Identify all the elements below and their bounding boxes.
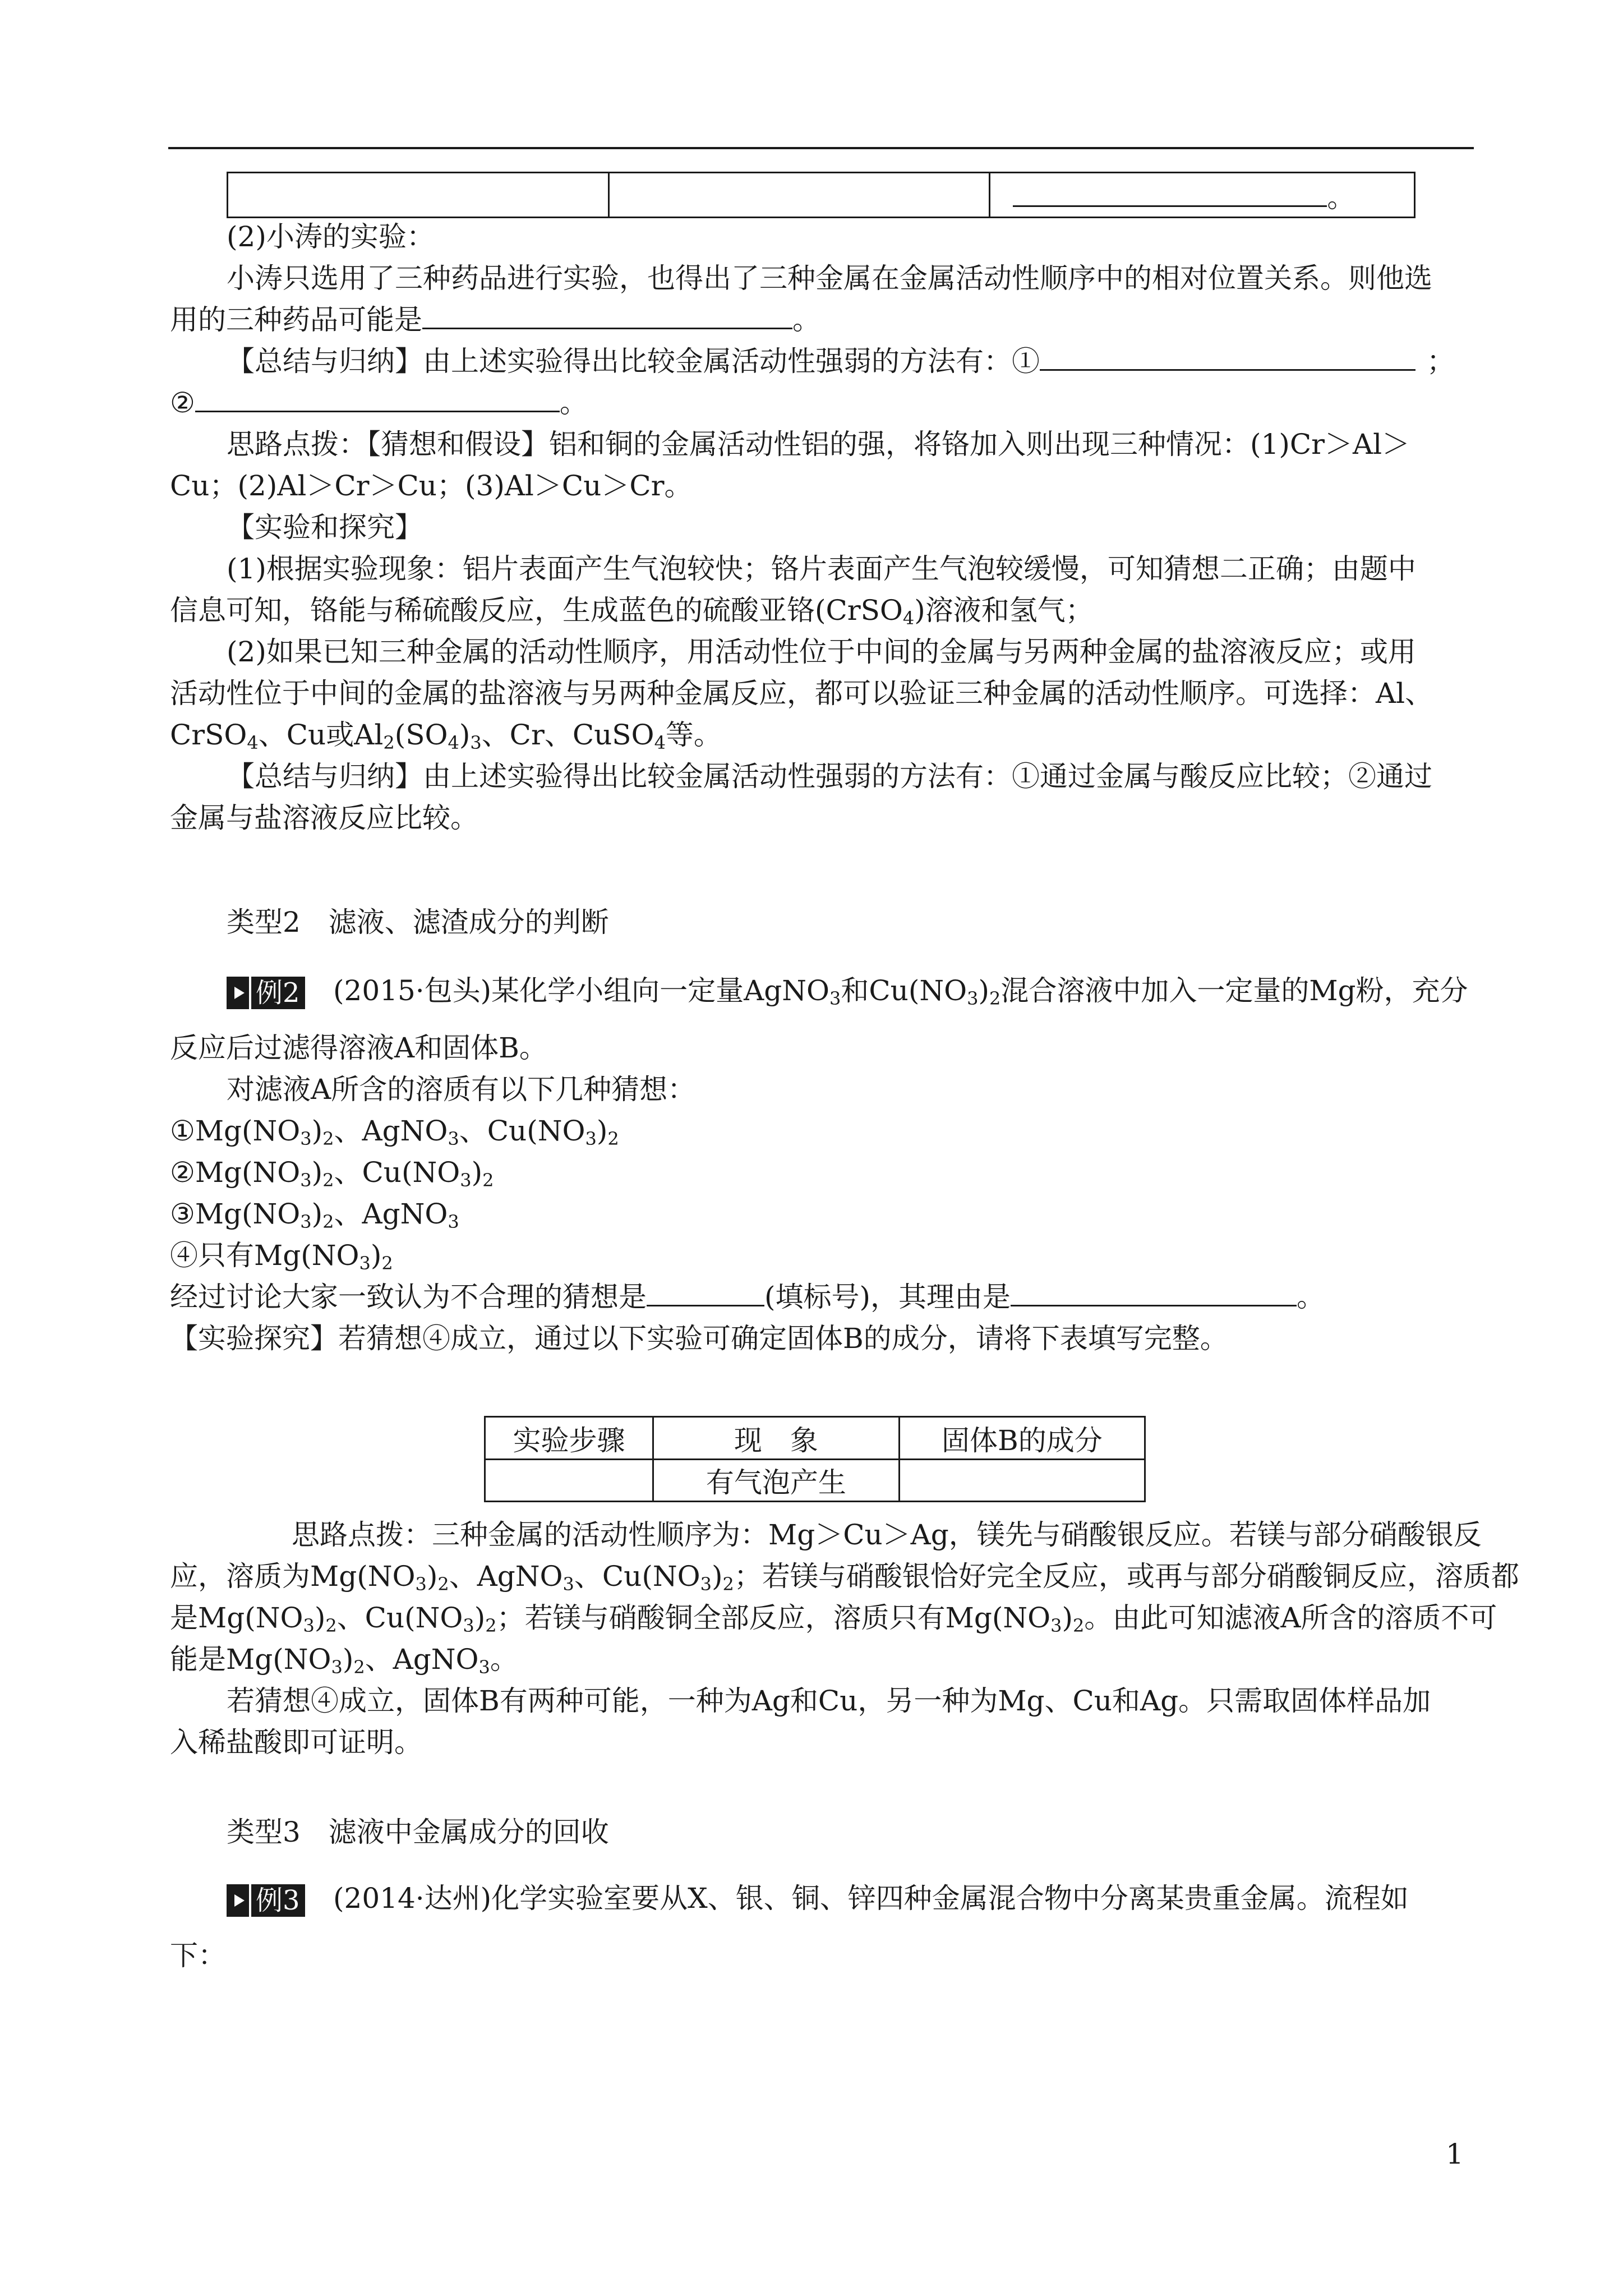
type2-question-line1: 例2 (2015·包头)某化学小组向一定量AgNO$_3$和$Cu(NO_3)_2$混合溶液中加入一定量的Mg粉，充分 — [227, 970, 1468, 1011]
top-table-cell-2 — [608, 173, 990, 218]
hint1-p2-line2: 活动性位于中间的金属的盐溶液与另两种金属反应，都可以验证三种金属的活动性顺序。可选择：Al、 — [170, 677, 1433, 710]
answer-blank[interactable] — [1011, 1281, 1297, 1306]
xiaotao-line1: 小涛只选用了三种药品进行实验，也得出了三种金属在金属活动性顺序中的相对位置关系。则他选 — [227, 262, 1432, 295]
hint1-p2-line3: CrSO$_4$、Cu或$Al_2(SO_4)_3$、Cr、CuSO$_4$等。 — [170, 719, 722, 753]
top-table-cell-3 — [990, 173, 1415, 218]
table-cell-composition[interactable] — [899, 1460, 1145, 1502]
guess-3: $③Mg(NO_3)_2$、AgNO$_3$ — [170, 1198, 459, 1232]
hint2-line3: 是$Mg(NO_3)_2$、$Cu(NO_3)_2$；若镁与硝酸铜全部反应，溶质只有$Mg(NO_3)_2$。由此可知滤液A所含的溶质不可 — [170, 1602, 1497, 1636]
guess-2: $②Mg(NO_3)_2$、$Cu(NO_3)_2$ — [170, 1156, 494, 1191]
summary-question-line2: ② 。 — [170, 386, 588, 419]
summary-question-line1: 【总结与归纳】由上述实验得出比较金属活动性强弱的方法有：① ； — [227, 345, 1455, 378]
hint1-exp-heading: 【实验和探究】 — [227, 511, 423, 544]
type3-heading: 类型3 滤液中金属成分的回收 — [227, 1816, 609, 1848]
xiaotao-line2: 用的三种药品可能是 。 — [170, 303, 820, 336]
hint2-line1: 思路点拨：三种金属的活动性顺序为：Mg＞Cu＞Ag，镁先与硝酸银反应。若镁与部分硝酸银反 — [292, 1519, 1482, 1551]
period: 。 — [1327, 181, 1355, 214]
hint2-line2: 应，溶质为$Mg(NO_3)_2$、AgNO$_3$、$Cu(NO_3)_2$；若镁与硝酸银恰好完全反应，或再与部分硝酸铜反应，溶质都 — [170, 1560, 1519, 1595]
discussion-line: 经过讨论大家一致认为不合理的猜想是 (填标号)，其理由是 。 — [170, 1281, 1325, 1313]
type2-question-line2: 反应后过滤得溶液A和固体B。 — [170, 1032, 547, 1064]
top-table-cell-1 — [228, 173, 609, 218]
play-icon — [234, 987, 245, 999]
experiment-table — [484, 1416, 1146, 1502]
type3-question-line2: 下： — [170, 1939, 226, 1972]
guess-4: ④只有$Mg(NO_3)_2$ — [170, 1239, 393, 1274]
hint1-p2-line1: (2)如果已知三种金属的活动性顺序，用活动性位于中间的金属与另两种金属的盐溶液反应；或用 — [227, 636, 1416, 668]
table-header: 实验步骤 — [485, 1417, 653, 1460]
example-badge: 例3 — [227, 1884, 305, 1917]
experiment-line: 【实验探究】若猜想④成立，通过以下实验可确定固体B的成分，请将下表填写完整。 — [170, 1322, 1228, 1355]
hint1-summary-line2: 金属与盐溶液反应比较。 — [170, 802, 478, 834]
hint1-p1-line1: (1)根据实验现象：铝片表面产生气泡较快；铬片表面产生气泡较缓慢，可知猜想二正确；由题中 — [227, 553, 1416, 585]
xiaotao-heading: (2)小涛的实验： — [227, 220, 435, 253]
header-rule — [168, 147, 1474, 149]
answer-blank[interactable] — [1013, 182, 1327, 207]
hint1-p1-line2: 信息可知，铬能与稀硫酸反应，生成蓝色的硫酸亚铬(CrSO$_4$)溶液和氢气； — [170, 594, 1094, 629]
top-table — [227, 172, 1415, 218]
table-header: 固体B的成分 — [899, 1417, 1145, 1460]
type2-question-line3: 对滤液A所含的溶质有以下几种猜想： — [227, 1073, 696, 1106]
type2-heading: 类型2 滤液、滤渣成分的判断 — [227, 906, 609, 938]
hint2-line5: 若猜想④成立，固体B有两种可能，一种为Ag和Cu，另一种为Mg、Cu和Ag。只需取固体样品加 — [227, 1685, 1431, 1717]
table-header: 现 象 — [653, 1417, 899, 1460]
answer-blank[interactable] — [1040, 346, 1415, 371]
table-cell-phenomenon: 有气泡产生 — [653, 1460, 899, 1502]
table-cell-step[interactable] — [485, 1460, 653, 1502]
page-number: 1 — [1446, 2138, 1464, 2170]
hint1-line2: Cu；(2)Al＞Cr＞Cu；(3)Al＞Cu＞Cr。 — [170, 470, 693, 502]
play-icon — [234, 1894, 245, 1907]
hint1-summary-line1: 【总结与归纳】由上述实验得出比较金属活动性强弱的方法有：①通过金属与酸反应比较；②通过 — [227, 760, 1432, 793]
answer-blank[interactable] — [195, 387, 560, 412]
example-badge: 例2 — [227, 977, 305, 1009]
hint2-line4: 能是$Mg(NO_3)_2$、AgNO$_3$。 — [170, 1643, 518, 1678]
type3-question-line1: 例3 (2014·达州)化学实验室要从X、银、铜、锌四种金属混合物中分离某贵重金属。流程如 — [227, 1878, 1409, 1918]
answer-blank[interactable] — [422, 304, 792, 329]
hint2-line6: 入稀盐酸即可证明。 — [170, 1726, 422, 1759]
answer-blank[interactable] — [647, 1281, 764, 1306]
guess-1: $①Mg(NO_3)_2$、AgNO$_3$、$Cu(NO_3)_2$ — [170, 1115, 619, 1149]
hint1-line1: 思路点拨：【猜想和假设】铝和铜的金属活动性铝的强，将铬加入则出现三种情况：(1)Cr＞Al＞ — [227, 428, 1410, 461]
